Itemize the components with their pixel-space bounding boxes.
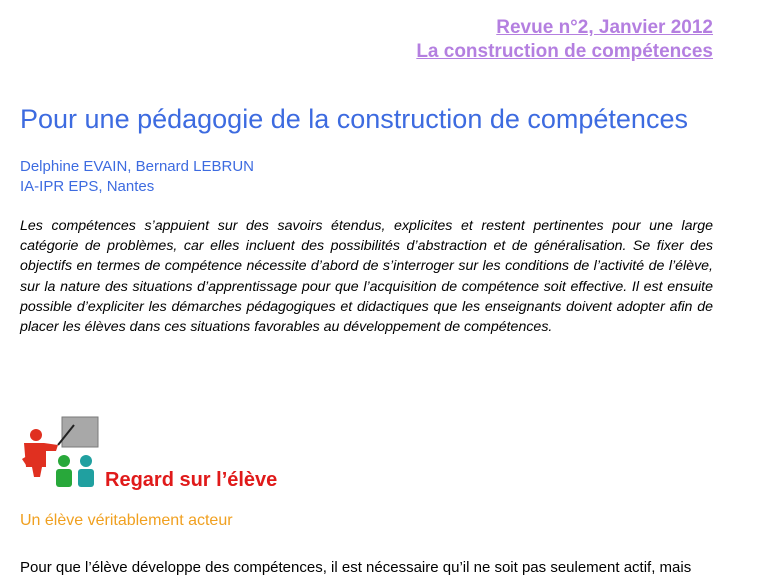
author-names: Delphine EVAIN, Bernard LEBRUN — [20, 158, 254, 175]
article-title: Pour une pédagogie de la construction de compétences — [20, 104, 688, 134]
body-paragraph: Pour que l’élève développe des compétences, il est nécessaire qu’il ne soit pas seulement actif, mais — [20, 559, 692, 576]
section-subheading: Un élève véritablement acteur — [20, 512, 233, 529]
author-affiliation: IA-IPR EPS, Nantes — [20, 178, 155, 195]
issue-label: Revue n°2, Janvier 2012 — [496, 17, 713, 38]
author-block — [20, 157, 254, 197]
issue-theme: La construction de compétences — [416, 41, 713, 62]
article-abstract: Les compétences s’appuient sur des savoirs étendus, explicites et restent pertinentes pour une large catégorie de problèmes, car elles incluent des possibilités d’abstraction et de généralisation. Se fixer des objectifs en termes de compétence nécessite d’abord de s’interroger sur les conditions de l’activité de l’élève, sur la nature des situations d’apprentissage pour que l’acquisition de compétence soit effective. Il est ensuite possible d’expliciter les démarches pédagogiques et didactiques que les enseignants doivent adopter afin de placer les élèves dans ces situations favorables au développement de compétences. — [20, 218, 713, 336]
teacher-classroom-icon — [18, 415, 100, 491]
issue-header — [416, 16, 713, 64]
section-heading: Regard sur l’élève — [105, 469, 278, 491]
